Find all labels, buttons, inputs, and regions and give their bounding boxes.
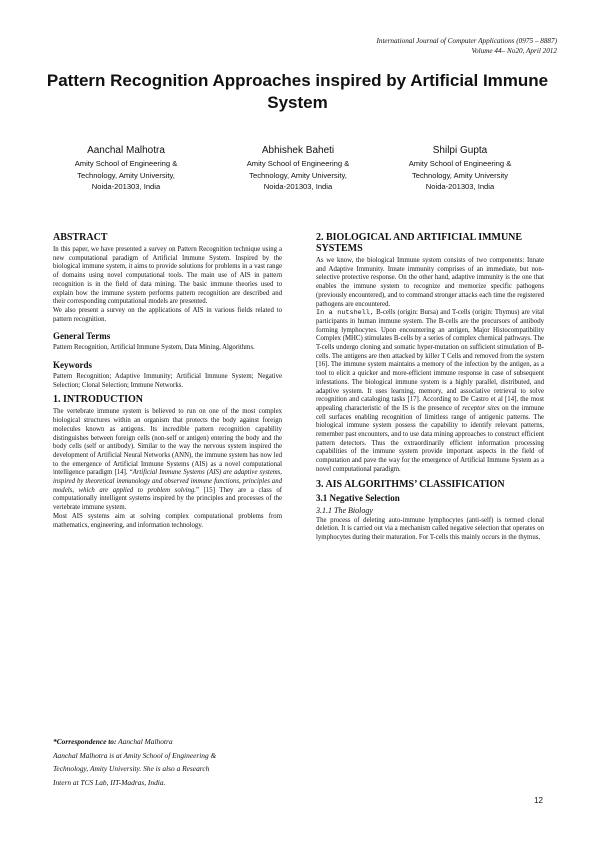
section-2-paragraph xyxy=(316,309,544,474)
section-2-paragraph: As we know, the biological Immune system consists of two components: Innate and Adaptive Immunity. Innate immunity comprises of an immediate, but non-selective protective response. On the other hand, adaptive immunity is the one that enables the immune system to recognize and memorize specific pathogens (previously encountered), and to command stronger attacks each time the registered pathogens are encountered. xyxy=(316,257,544,308)
introduction-quote: Artificial Immune Systems (AIS) are adaptive systems, inspired by theoretical immunology and observed immune functions, principles and models, which are applied to problem solving. xyxy=(53,469,283,494)
footnote-line: Technology, Amity University. She is also a Research xyxy=(53,764,210,773)
page-number: 12 xyxy=(534,796,543,805)
author-affiliation-line: Technology, Amity University xyxy=(411,170,509,180)
author-affiliation-line: Amity School of Engineering & xyxy=(408,159,512,168)
left-column xyxy=(53,232,282,530)
footnote-lead xyxy=(53,735,293,749)
monospace-phrase: In a nutshell, xyxy=(316,309,374,318)
correspondence-footnote xyxy=(53,735,293,789)
author-affiliation-line: Amity School of Engineering & xyxy=(74,159,178,168)
author-name: Shilpi Gupta xyxy=(432,145,488,156)
keywords-heading: Keywords xyxy=(53,360,92,371)
footnote-lead-label: *Correspondence to: xyxy=(53,737,117,746)
right-column xyxy=(316,232,544,543)
introduction-heading: 1. INTRODUCTION xyxy=(53,394,144,406)
section-2-text: on the immune cell surfaces enabling recognition of limitless range of antigenic patterns. The biological immune system possess the capability to identify relevant patterns, remember past encounters, and to use data mining approaches to construct efficient pattern detectors. Thus the extraordinarily efficient information processing capabilities of the immune system provide important aspects in the field of computation and pave the way for the emergence of Artificial Immune System as a novel computational paradigm. xyxy=(316,404,544,473)
subsubsection-3-1-1-heading: 3.1.1 The Biology xyxy=(316,505,373,515)
author-affiliation-line: Noida-201303, India xyxy=(263,182,333,191)
introduction-text: The vertebrate immune system is believed to run on one of the most complex biological structures within an organism that protects the body against foreign molecules known as antigens. Its incredible pattern recognition capability distinguishes between foreign cells (non-self or antigen) entering the body and the body cells (self or antibody). Similar to the way the nervous system inspired the development of Artificial Neural Networks (ANN), the immune system has now led to the emergence of Artificial Immune Systems (AIS) as a novel computational intelligence paradigm [14]. “ xyxy=(53,408,282,477)
abstract-paragraph: In this paper, we have presented a survey on Pattern Recognition technique using a new computational paradigm of Artificial Immune System. Inspired by the biological immune system, it aims to provide solutions for problems in a vast range of domains using novel computational tools. The main use of AIS in pattern recognition is in the field of data mining. The basic immune theories used to explain how the immune system performs pattern recognition are described and their corresponding computational models are presented. xyxy=(53,246,282,306)
introduction-text: ” [15] They are a class of computationally intelligent systems inspired by the principles and processes of the vertebrate immune system. xyxy=(53,486,282,512)
abstract-paragraph: We also present a survey on the applications of AIS in various fields related to pattern recognition. xyxy=(53,306,282,323)
keywords-text: Pattern Recognition; Adaptive Immunity; Artificial Immune System; Negative Selection; Clonal Selection; Immune Networks. xyxy=(53,373,282,389)
paper-title: Pattern Recognition Approaches inspired by Artificial Immune System xyxy=(46,71,549,112)
author-name: Aanchal Malhotra xyxy=(87,145,165,156)
journal-volume: Volume 44– No20, April 2012 xyxy=(471,47,557,55)
section-3-paragraph: The process of deleting auto-immune lymphocytes (anti-self) is termed clonal deletion. It is carried out via a mechanism called negative selection that operates on lymphocytes during their maturation. For T-cells this mainly occurs in the thymus, xyxy=(316,516,544,541)
abstract-heading: ABSTRACT xyxy=(53,232,108,243)
author-name: Abhishek Baheti xyxy=(261,145,335,156)
author-affiliation-line: Technology, Amity University, xyxy=(77,170,175,180)
footnote-line: Intern at TCS Lab, IIT-Madras, India. xyxy=(53,777,166,787)
journal-name: International Journal of Computer Applications (0975 – 8887) xyxy=(376,37,557,45)
author-block xyxy=(223,143,373,193)
subsection-3-1-heading: 3.1 Negative Selection xyxy=(316,492,400,503)
section-2-text: B-cells (origin: Bursa) and T-cells (origin: Thymus) are vital participants in human immune system. The B-cells are the precursors of antibody forming lymphocytes. Upon encountering an antigen, Major Histocompatibility Complex (MHC) stimulates B-cells by a series of complex chemical pathways. The T-cells undergo cloning and somatic hyper-mutation on sufficient stimulation of B-cells. The antigens are then attacked by killer T Cells and removed from the system [16]. The immune system maintains a memory of the infection by the antigen, as a tool to elicit a quicker and more-efficient immune response in case of subsequent infestations. The biological immune system is a highly parallel, distributed, and adaptive system. It uses learning, memory, and associative retrieval to solve recognition and cataloging tasks [17]. According to De Castro et al [14], the most appealing characteristic of the IS is the presence of xyxy=(316,309,544,412)
section-2-heading: 2. BIOLOGICAL AND ARTIFICIAL IMMUNE SYSTEMS xyxy=(316,232,523,254)
footnote-line: Aanchal Malhotra is at Amity School of Engineering & xyxy=(53,750,217,760)
author-affiliation-line: Noida-201303, India xyxy=(91,182,161,191)
general-terms-text: Pattern Recognition, Artificial Immune System, Data Mining, Algorithms. xyxy=(53,344,255,352)
author-block xyxy=(51,143,201,193)
footnote-lead-name: Aanchal Malhotra xyxy=(116,737,173,746)
author-affiliation-line: Noida-201303, India xyxy=(425,182,495,191)
introduction-paragraph: Most AIS systems aim at solving complex computational problems from mathematics, engineering, and information technology. xyxy=(53,512,282,529)
author-affiliation-line: Technology, Amity University, xyxy=(249,170,347,180)
introduction-paragraph xyxy=(53,408,282,512)
italic-phrase: receptor sites xyxy=(462,404,500,412)
author-block xyxy=(385,143,535,193)
author-affiliation-line: Amity School of Engineering & xyxy=(246,159,350,168)
general-terms-heading: General Terms xyxy=(53,331,111,342)
section-3-heading: 3. AIS ALGORITHMS’ CLASSIFICATION xyxy=(316,478,505,490)
journal-header xyxy=(376,36,557,56)
